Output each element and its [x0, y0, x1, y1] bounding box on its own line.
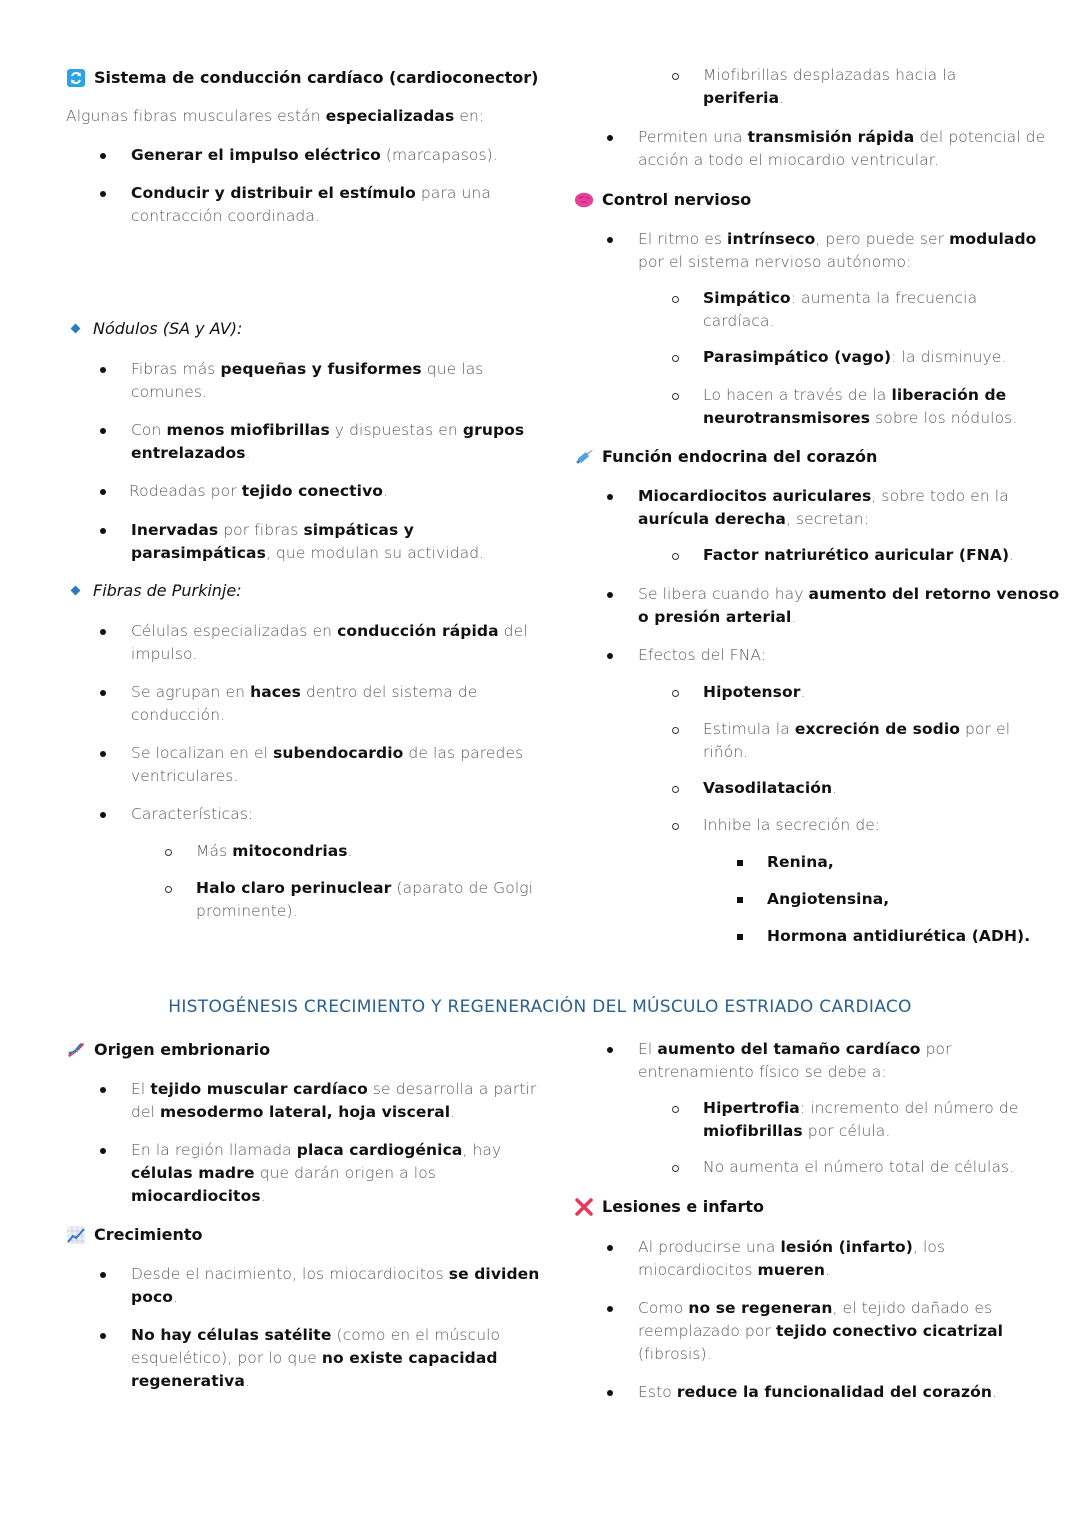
square-bullet	[737, 897, 743, 903]
bullet	[607, 1245, 613, 1251]
cross-mark-icon	[574, 1197, 594, 1217]
list-item: Conducir y distribuir el estímulo para una contracción coordinada.	[131, 184, 491, 225]
sub-list-item: No aumenta el número total de células.	[703, 1158, 1015, 1176]
bullet	[100, 428, 106, 434]
list-item: No hay células satélite (como en el músculo esquelético), por lo que no existe capacidad regenerativa.	[131, 1326, 501, 1390]
cycle-arrows-icon	[66, 68, 86, 88]
section-title-conduccion: Sistema de conducción cardíaco (cardioconector)	[66, 67, 538, 89]
syringe-icon	[574, 447, 594, 467]
bullet	[100, 153, 106, 159]
list-item: Como no se regeneran, el tejido dañado es reemplazado por tejido conectivo cicatrizal (fibrosis).	[638, 1299, 1004, 1363]
circle-bullet	[672, 1106, 679, 1113]
sub-sub-list-item: Renina,	[767, 853, 834, 871]
square-bullet	[737, 934, 743, 940]
circle-bullet	[672, 823, 679, 830]
list-item: Esto reduce la funcionalidad del corazón.	[638, 1383, 998, 1401]
bullet	[100, 528, 106, 534]
section-title-origen: Origen embrionario	[66, 1039, 270, 1061]
bullet	[100, 1087, 106, 1093]
sub-list-item: Vasodilatación.	[703, 779, 838, 797]
bullet	[607, 494, 613, 500]
circle-bullet	[672, 786, 679, 793]
circle-bullet	[672, 393, 679, 400]
circle-bullet	[672, 73, 679, 80]
subsection-purkinje: Fibras de Purkinje:	[66, 581, 242, 600]
list-item: Al producirse una lesión (infarto), los miocardiocitos mueren.	[638, 1238, 946, 1279]
list-item: Células especializadas en conducción rápida del impulso.	[131, 622, 528, 663]
bullet	[607, 592, 613, 598]
bullet	[607, 653, 613, 659]
section-title-funcion-endocrina: Función endocrina del corazón	[574, 446, 877, 468]
list-item: El aumento del tamaño cardíaco por entrenamiento físico se debe a:	[638, 1040, 952, 1081]
bullet	[607, 237, 613, 243]
list-item: Se localizan en el subendocardio de las paredes ventriculares.	[131, 744, 524, 785]
circle-bullet	[165, 886, 172, 893]
subsection-nodulos: Nódulos (SA y AV):	[66, 319, 242, 338]
list-item: En la región llamada placa cardiogénica, hay células madre que darán origen a los miocardiocitos.	[131, 1141, 502, 1205]
section-title-lesiones: Lesiones e infarto	[574, 1196, 764, 1218]
sub-list-item: Halo claro perinuclear (aparato de Golgi prominente).	[196, 879, 534, 920]
sub-list-item: Hipotensor.	[703, 683, 806, 701]
list-item: Características:	[131, 805, 254, 823]
bullet	[100, 367, 106, 373]
section-title-crecimiento: Crecimiento	[66, 1224, 203, 1246]
sub-list-item: Factor natriurético auricular (FNA).	[703, 546, 1015, 564]
list-item: Se libera cuando hay aumento del retorno venoso o presión arterial.	[638, 585, 1060, 626]
list-item: El tejido muscular cardíaco se desarrolla a partir del mesodermo lateral, hoja visceral.	[131, 1080, 537, 1121]
circle-bullet	[672, 1165, 679, 1172]
list-item: Generar el impulso eléctrico (marcapasos).	[131, 146, 498, 164]
bullet	[100, 1148, 106, 1154]
circle-bullet	[165, 849, 172, 856]
circle-bullet	[672, 355, 679, 362]
sub-list-item: Inhibe la secreción de:	[703, 816, 881, 834]
chart-increasing-icon	[66, 1225, 86, 1245]
bullet	[100, 1333, 106, 1339]
list-item: Fibras más pequeñas y fusiformes que las comunes.	[131, 360, 484, 401]
section-title-control-nervioso: Control nervioso	[574, 189, 751, 211]
list-item: Rodeadas por tejido conectivo.	[129, 482, 389, 500]
bullet	[100, 812, 106, 818]
bullet	[100, 1272, 106, 1278]
list-item: Permiten una transmisión rápida del potencial de acción a todo el miocardio ventricular.	[638, 128, 1046, 169]
bullet	[607, 1390, 613, 1396]
sub-list-item: Parasimpático (vago): la disminuye.	[703, 348, 1007, 366]
sub-list-item: Miofibrillas desplazadas hacia la periferia.	[703, 66, 957, 107]
list-item: Se agrupan en haces dentro del sistema de conducción.	[131, 683, 478, 724]
list-item: Con menos miofibrillas y dispuestas en grupos entrelazados.	[131, 421, 525, 462]
bullet	[100, 489, 106, 495]
dna-icon	[66, 1040, 86, 1060]
bullet	[607, 1047, 613, 1053]
brain-icon	[574, 190, 594, 210]
sub-sub-list-item: Angiotensina,	[767, 890, 890, 908]
bullet	[100, 751, 106, 757]
bullet	[100, 690, 106, 696]
diamond-bullet-icon	[71, 324, 81, 334]
sub-sub-list-item: Hormona antidiurética (ADH).	[767, 927, 1031, 945]
list-item: El ritmo es intrínseco, pero puede ser modulado por el sistema nervioso autónomo:	[638, 230, 1037, 271]
sub-list-item: Más mitocondrias.	[196, 842, 353, 860]
bullet	[607, 135, 613, 141]
circle-bullet	[672, 553, 679, 560]
list-item: Inervadas por fibras simpáticas y parasimpáticas, que modulan su actividad.	[131, 521, 485, 562]
sub-list-item: Hipertrofia: incremento del número de miofibrillas por célula.	[703, 1099, 1019, 1140]
page-section-title: HISTOGÉNESIS CRECIMIENTO Y REGENERACIÓN DEL MÚSCULO ESTRIADO CARDIACO	[168, 997, 912, 1017]
circle-bullet	[672, 727, 679, 734]
diamond-bullet-icon	[71, 586, 81, 596]
circle-bullet	[672, 296, 679, 303]
bullet	[100, 629, 106, 635]
bullet	[607, 1306, 613, 1312]
list-item: Miocardiocitos auriculares, sobre todo en la aurícula derecha, secretan:	[638, 487, 1009, 528]
intro-text: Algunas fibras musculares están especializadas en:	[66, 107, 485, 125]
sub-list-item: Lo hacen a través de la liberación de neurotransmisores sobre los nódulos.	[703, 386, 1018, 427]
list-item: Desde el nacimiento, los miocardiocitos se dividen poco.	[131, 1265, 540, 1306]
bullet	[100, 191, 106, 197]
square-bullet	[737, 860, 743, 866]
sub-list-item: Simpático: aumenta la frecuencia cardíaca.	[703, 289, 978, 330]
circle-bullet	[672, 690, 679, 697]
list-item: Efectos del FNA:	[638, 646, 767, 664]
sub-list-item: Estimula la excreción de sodio por el riñón.	[703, 720, 1011, 761]
